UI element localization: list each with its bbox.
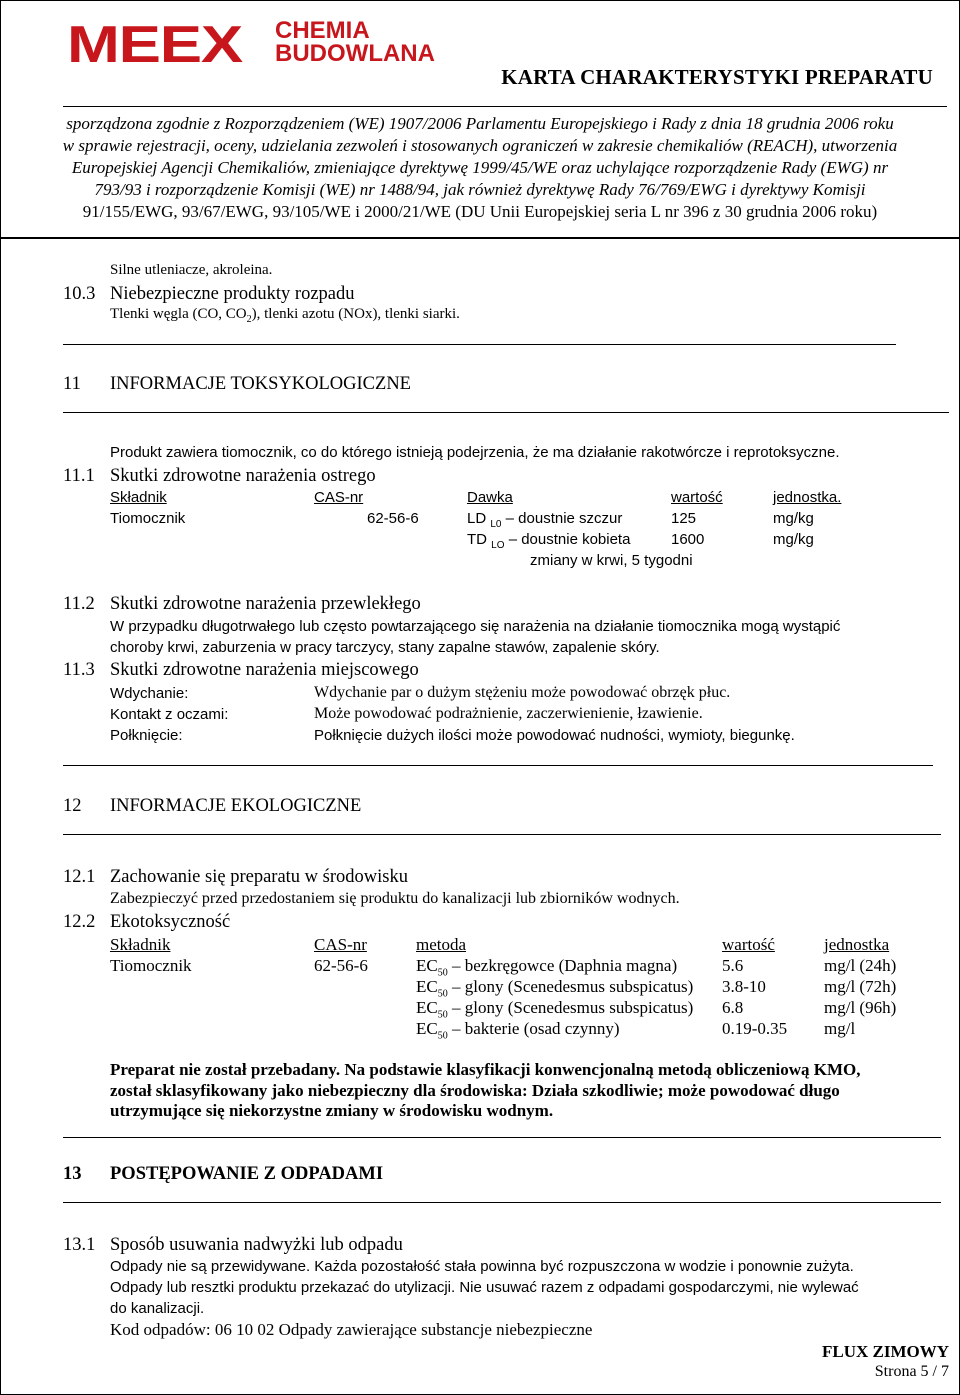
- subsection-title: Skutki zdrowotne narażenia ostrego: [110, 466, 376, 486]
- exposure-text: Może powodować podrażnienie, zaczerwienienie, łzawienie.: [314, 705, 703, 722]
- text-part: EC: [416, 977, 438, 996]
- section-number: 13.1: [63, 1235, 96, 1255]
- logo-line-1: CHEMIA: [275, 17, 370, 44]
- classification-note: utrzymujące się niekorzystne zmiany w środowisku wodnym.: [110, 1101, 554, 1120]
- ecotox-value: 5.6: [722, 956, 744, 975]
- table-header: Dawka: [467, 489, 513, 506]
- section-intro: Produkt zawiera tiomocznik, co do którego istnieją podejrzenia, że ma działanie rakotwórcze i reprotoksyczne.: [110, 444, 840, 461]
- table-cell: 62-56-6: [367, 510, 419, 527]
- table-cell: 1600: [671, 531, 705, 548]
- text-part: LD: [467, 510, 487, 527]
- paragraph-line: Zabezpieczyć przed przedostaniem się produktu do kanalizacji lub zbiorników wodnych.: [110, 890, 680, 907]
- logo-line-2: BUDOWLANA: [275, 40, 435, 67]
- table-header: jednostka.: [773, 489, 842, 506]
- ecotox-method: [416, 977, 693, 999]
- paragraph-line: Odpady nie są przewidywane. Każda pozostałość stała powinna być rozpuszczona w wodzie i ponownie zużyta.: [110, 1258, 854, 1275]
- text-part: – glony (Scenedesmus subspicatus): [451, 998, 694, 1017]
- ecotox-unit: mg/l (72h): [824, 977, 897, 996]
- ecotox-unit: mg/l: [824, 1019, 856, 1038]
- section-number: 11: [63, 374, 81, 394]
- section-divider: [63, 1137, 941, 1138]
- page-header: [1, 1, 959, 239]
- table-cell: Tiomocznik: [110, 510, 186, 527]
- waste-code: Kod odpadów: 06 10 02 Odpady zawierające substancje niebezpieczne: [110, 1320, 593, 1339]
- subscript: 50: [437, 1009, 448, 1021]
- text-part: Tlenki węgla (CO, CO: [110, 306, 247, 322]
- section-number: 13: [63, 1164, 82, 1184]
- paragraph-line: do kanalizacji.: [110, 1300, 205, 1317]
- table-header: Składnik: [110, 935, 171, 954]
- exposure-text: Połknięcie dużych ilości może powodować nudności, wymioty, biegunkę.: [314, 727, 795, 744]
- section-number: 12.2: [63, 912, 96, 932]
- section-divider: [63, 834, 941, 835]
- section-divider: [63, 344, 896, 345]
- classification-note: Preparat nie został przebadany. Na podstawie klasyfikacji konwencjonalną metodą obliczeniową KMO,: [110, 1060, 861, 1079]
- subsection-title: Sposób usuwania nadwyżki lub odpadu: [110, 1235, 403, 1255]
- ecotox-unit: mg/l (96h): [824, 998, 897, 1017]
- ecotox-method: [416, 1019, 620, 1041]
- table-header: wartość: [722, 935, 775, 954]
- section-divider: [63, 1202, 941, 1203]
- logo-wordmark: MEEX: [67, 16, 242, 74]
- document-title: KARTA CHARAKTERYSTYKI PREPARATU: [501, 65, 933, 89]
- paragraph-line: Odpady lub resztki produktu przekazać do utylizacji. Nie usuwać razem z odpadami gospodarczymi, nie wylewać: [110, 1279, 859, 1296]
- text-part: EC: [416, 956, 438, 975]
- regulation-line: sporządzona zgodnie z Rozporządzeniem (WE) 1907/2006 Parlamentu Europejskiego i Rady z dnia 18 grudnia 2006 roku: [66, 114, 894, 133]
- subscript: 50: [437, 988, 448, 1000]
- regulation-text: [1, 113, 959, 223]
- ecotox-value: 6.8: [722, 998, 744, 1017]
- table-cell: 62-56-6: [314, 956, 368, 975]
- subsection-title: Niebezpieczne produkty rozpadu: [110, 284, 355, 304]
- text-part: TD: [467, 531, 487, 548]
- table-cell: [467, 510, 622, 530]
- section-number: 10.3: [63, 284, 96, 304]
- text-part: EC: [416, 998, 438, 1017]
- ecotox-method: [416, 956, 677, 978]
- section-number: 11.3: [63, 660, 95, 680]
- header-divider: [63, 106, 947, 107]
- decomposition-products-text: [110, 306, 460, 325]
- table-cell: 125: [671, 510, 697, 527]
- subsection-title: Zachowanie się preparatu w środowisku: [110, 867, 408, 887]
- subscript: LO: [491, 540, 505, 551]
- incompatible-materials-text: Silne utleniacze, akroleina.: [110, 262, 273, 278]
- ecotox-unit: mg/l (24h): [824, 956, 897, 975]
- table-header: CAS-nr: [314, 489, 364, 506]
- text-part: – doustnie kobieta: [508, 531, 631, 548]
- page-number: Strona 5 / 7: [874, 1363, 949, 1380]
- table-cell: mg/kg: [773, 510, 814, 527]
- text-part: – glony (Scenedesmus subspicatus): [451, 977, 694, 996]
- regulation-line: 91/155/EWG, 93/67/EWG, 93/105/WE i 2000/21/WE (DU Unii Europejskiej seria L nr 396 z 30 grudnia 2006 roku): [82, 202, 878, 221]
- exposure-label: Kontakt z oczami:: [110, 706, 229, 723]
- subsection-title: Ekotoksyczność: [110, 912, 231, 932]
- section-title: INFORMACJE EKOLOGICZNE: [110, 796, 362, 816]
- section-divider: [63, 412, 949, 413]
- table-header: jednostka: [824, 935, 890, 954]
- subsection-title: Skutki zdrowotne narażenia przewlekłego: [110, 594, 421, 614]
- ecotox-value: 0.19-0.35: [722, 1019, 788, 1038]
- section-title: POSTĘPOWANIE Z ODPADAMI: [110, 1164, 384, 1184]
- text-part: – bakterie (osad czynny): [451, 1019, 620, 1038]
- section-divider: [63, 765, 933, 766]
- exposure-text: Wdychanie par o dużym stężeniu może powodować obrzęk płuc.: [314, 684, 731, 701]
- section-title: INFORMACJE TOKSYKOLOGICZNE: [110, 374, 411, 394]
- text-part: ), tlenki azotu (NOx), tlenki siarki.: [251, 306, 460, 322]
- product-name: FLUX ZIMOWY: [821, 1342, 949, 1361]
- regulation-line: 793/93 i rozporządzenie Komisji (WE) nr 1488/94, jak również dyrektywę Rady 76/769/EWG i dyrektywy Komisji: [94, 180, 866, 199]
- table-cell: mg/kg: [773, 531, 814, 548]
- section-number: 11.2: [63, 594, 95, 614]
- regulation-line: Europejskiej Agencji Chemikaliów, zmieniające dyrektywę 1999/45/WE oraz uchylające rozporządzenie Rady (EWG) nr: [71, 158, 889, 177]
- text-part: – doustnie szczur: [505, 510, 623, 527]
- ecotox-method: [416, 998, 693, 1020]
- subsection-title: Skutki zdrowotne narażenia miejscowego: [110, 660, 419, 680]
- table-header: CAS-nr: [314, 935, 367, 954]
- subscript: 50: [437, 967, 448, 979]
- subscript: 2: [246, 314, 252, 325]
- section-number: 12: [63, 796, 82, 816]
- text-part: EC: [416, 1019, 438, 1038]
- table-header: Składnik: [110, 489, 167, 506]
- logo-subtitle: [275, 19, 435, 65]
- ecotox-value: 3.8-10: [722, 977, 766, 996]
- table-header: wartość: [671, 489, 723, 506]
- regulation-line: w sprawie rejestracji, oceny, udzielania zezwoleń i stosowanych ograniczeń w zakresie chemikaliów (REACH), utworzenia: [62, 136, 898, 155]
- table-header: metoda: [416, 935, 467, 954]
- subscript: L0: [490, 519, 502, 530]
- paragraph-line: W przypadku długotrwałego lub często powtarzającego się narażenia na działanie tiomocznika mogą wystąpić: [110, 618, 841, 635]
- subscript: 50: [437, 1030, 448, 1042]
- table-cell-note: zmiany w krwi, 5 tygodni: [530, 552, 693, 569]
- paragraph-line: choroby krwi, zaburzenia w pracy tarczycy, stany zapalne stawów, zapalenie skóry.: [110, 639, 660, 656]
- text-part: – bezkręgowce (Daphnia magna): [451, 956, 678, 975]
- section-number: 12.1: [63, 867, 96, 887]
- table-cell: [467, 531, 630, 551]
- classification-note: został sklasyfikowany jako niebezpieczny dla środowiska: Działa szkodliwie; może powodować długo: [110, 1081, 840, 1100]
- exposure-label: Połknięcie:: [110, 727, 183, 744]
- section-number: 11.1: [63, 466, 95, 486]
- exposure-label: Wdychanie:: [110, 685, 189, 702]
- table-cell: Tiomocznik: [110, 956, 192, 975]
